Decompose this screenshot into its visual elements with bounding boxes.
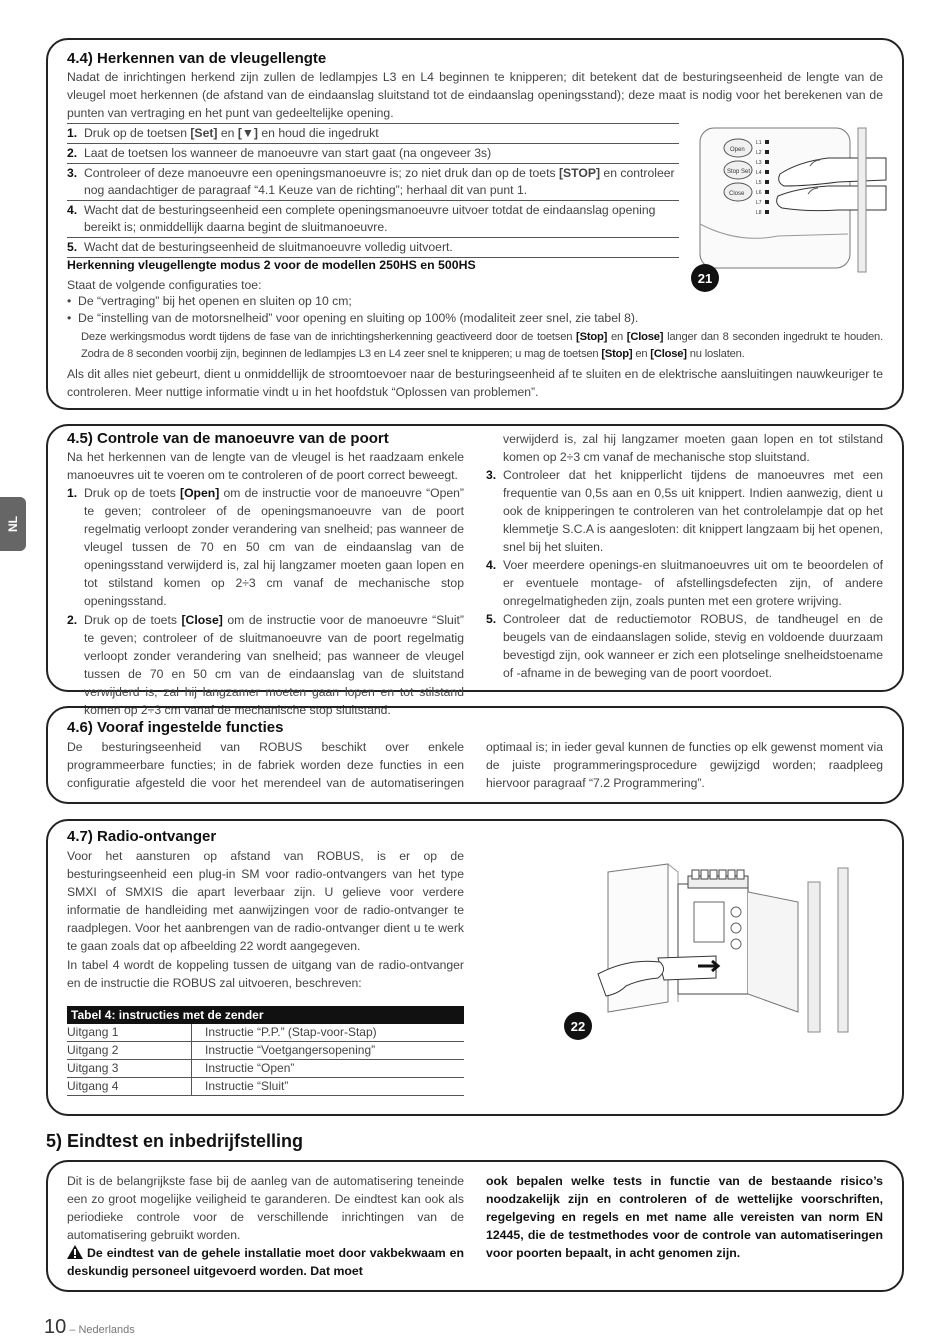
output-cell: Uitgang 2 bbox=[67, 1042, 192, 1060]
footer-language: – Nederlands bbox=[69, 1324, 135, 1336]
stop-set-button-label: Stop Set bbox=[727, 169, 751, 175]
steps-list bbox=[67, 123, 679, 258]
note-text: en bbox=[607, 331, 627, 343]
mode2-intro: Staat de volgende configuraties toe: bbox=[67, 278, 262, 292]
led-label: L4 bbox=[756, 170, 762, 176]
section-5-warning-right: ook bepalen welke tests in functie van de bestaande risico’s noodzakelijk zijn en controleren of de wettelijke voorschriften, regelgeving en regels en met name alle vereisten van norm EN 12445, die de testmethodes voor de controle van automatiseringen voor poorten bepaalt, in acht genomen zijn. bbox=[486, 1174, 883, 1260]
bullet-text: De “instelling van de motorsnelheid” voor opening en sluiting op 100% (modaliteit zeer snel, zie tabel 8). bbox=[78, 311, 639, 325]
led-label: L7 bbox=[756, 200, 762, 206]
mode2-title: Herkenning vleugellengte modus 2 voor de modellen 250HS en 500HS bbox=[67, 258, 476, 272]
command-cell: Instructie “P.P.” (Stap-voor-Stap) bbox=[192, 1024, 465, 1042]
step-number: 1. bbox=[67, 126, 78, 140]
section-5-warning-left bbox=[67, 1244, 464, 1280]
note-text: Deze werkingsmodus wordt tijdens de fase van de inrichtingsherkenning geactiveerd door de toetsen bbox=[81, 331, 577, 343]
led-label: L1 bbox=[756, 140, 762, 146]
step-text bbox=[84, 165, 679, 199]
output-cell: Uitgang 4 bbox=[67, 1078, 192, 1096]
key-close: [Close] bbox=[626, 331, 664, 343]
item-text-part: om de instructie voor de manoeuvre “Open” te geven; controleer of de openingsmanoeuvre van de poort regelmatig verloopt zonder verandering van snelheid; pas wanneer de vleugel tussen de 70 en 50 cm van de eindaanslag van de openingsstand verwijderd is, zal hij langzamer moeten gaan lopen en tot stilstand komen op 2÷3 cm vanaf de mechanische stop openingsstand. bbox=[84, 486, 464, 608]
item-number: 1. bbox=[67, 486, 78, 500]
note-text: en bbox=[632, 348, 651, 360]
led-label: L2 bbox=[756, 150, 762, 156]
language-tab bbox=[0, 497, 26, 551]
figure-22-badge: 22 bbox=[564, 1012, 592, 1040]
warning-icon bbox=[67, 1245, 83, 1259]
item-number: 4. bbox=[486, 558, 497, 572]
step-text-part: en bbox=[217, 126, 238, 140]
output-cell: Uitgang 1 bbox=[67, 1024, 192, 1042]
item-2-continuation: verwijderd is, zal hij langzamer moeten gaan lopen en tot stilstand komen op 2÷3 cm vanaf de mechanische stop sluitstand. bbox=[503, 432, 883, 464]
table-row bbox=[67, 1024, 464, 1042]
item-text bbox=[84, 484, 464, 610]
figure-21-control-panel bbox=[698, 124, 886, 274]
step-number: 2. bbox=[67, 146, 78, 160]
note-text: nu loslaten. bbox=[686, 348, 745, 360]
step-text-part: Druk op de toetsen bbox=[84, 126, 191, 140]
check-item-3 bbox=[486, 466, 883, 556]
mode2-bullet-1: • De “vertraging” bij het openen en sluiten op 10 cm; bbox=[67, 294, 352, 308]
key-stop: [STOP] bbox=[558, 166, 601, 180]
radio-receiver-module bbox=[658, 956, 716, 980]
led-label: L6 bbox=[756, 190, 762, 196]
figure-22-radio-receiver bbox=[598, 862, 886, 1036]
key-stop: [Stop] bbox=[576, 331, 608, 343]
mode2-bullet-2: • De “instelling van de motorsnelheid” voor opening en sluiting op 100% (modaliteit zeer snel, zie tabel 8). bbox=[67, 311, 639, 325]
step-text: Wacht dat de besturingseenheid de sluitmanoeuvre volledig uitvoert. bbox=[84, 240, 453, 254]
item-number: 2. bbox=[67, 613, 78, 627]
section-4-5-intro: Na het herkennen van de lengte van de vleugel is het raadzaam enkele manoeuvres uit te voeren om te controleren of de poort correct beweegt. bbox=[67, 450, 464, 482]
table-4 bbox=[67, 1006, 464, 1096]
section-4-4-outro: Als dit alles niet gebeurt, dient u onmiddellijk de stroomtoevoer naar de besturingseenheid af te sluiten en de elektrische aansluitingen nauwkeuriger te controleren. Meer nuttige informatie vindt u in het hoofdstuk “Oplossen van problemen”. bbox=[67, 367, 883, 399]
section-4-6-title: 4.6) Vooraf ingestelde functies bbox=[67, 719, 284, 736]
section-4-4-intro: Nadat de inrichtingen herkend zijn zullen de ledlampjes L3 en L4 beginnen te knipperen; dit betekent dat de besturingseenheid de lengte van de vleugel moet herkennen (de afstand van de eindaanslag sluitstand tot de eindaanslag openingsstand); deze maat is nodig voor het berekenen van de punten van vertraging en het punt van gedeeltelijke opening. bbox=[67, 70, 883, 120]
table-row bbox=[67, 1078, 464, 1096]
bullet-text: De “vertraging” bij het openen en sluiten op 10 cm; bbox=[78, 294, 352, 308]
section-5-text: Dit is de belangrijkste fase bij de aanleg van de automatisering teneinde een zo groot mogelijke veiligheid te garanderen. De eindtest kan ook als periodieke controle voor de verschillende inrichtingen van de automatisering gebruikt worden. bbox=[67, 1174, 464, 1242]
table-row bbox=[67, 1042, 464, 1060]
close-button-label: Close bbox=[729, 191, 745, 197]
step-text bbox=[84, 125, 379, 142]
table-row bbox=[67, 1060, 464, 1078]
item-text: Controleer dat de reductiemotor ROBUS, de tandheugel en de beugels van de eindaanslagen solide, stevig en voldoende duurzaam bevestigd zijn, ook wanneer er zich een plotselinge snelheidstoename of -afname in de beweging van de poort voordoet. bbox=[503, 612, 883, 680]
command-cell: Instructie “Open” bbox=[192, 1060, 465, 1078]
section-4-5-title: 4.5) Controle van de manoeuvre van de poort bbox=[67, 430, 389, 447]
command-cell: Instructie “Voetgangersopening” bbox=[192, 1042, 465, 1060]
figure-21-badge: 21 bbox=[691, 264, 719, 292]
step-text: Wacht dat de besturingseenheid een complete openingsmanoeuvre uitvoer totdat de eindaanslag opening bereikt is; onmiddellijk daarna begint de sluitmanoeuvre. bbox=[84, 203, 656, 234]
item-text: Controleer dat het knipperlicht tijdens de manoeuvres met een frequentie van 0,5s aan en 0,5s uit knippert. Indien aanwezig, dient u ook de knipperingen te controleren van het controlelampje dat op het klemmetje S.C.A is aangesloten: dit knippert langzaam bij het openen, snel bij het sluiten. bbox=[503, 468, 883, 554]
language-tab-label: NL bbox=[6, 516, 20, 532]
section-4-7-text-1: Voor het aansturen op afstand van ROBUS, is er op de besturingseenheid een plug-in SM voor radio-ontvangers van het type SMXI of SMXIS die apart leverbaar zijn. U gelieve voor verdere informatie de handleiding met aanwijzingen voor de radio-ontvanger te raadplegen. Voor het aanbrengen van de radio-ontvanger dient u te werk te gaan zoals dat op afbeelding 22 wordt aangegeven. bbox=[67, 849, 464, 953]
check-item-4 bbox=[486, 556, 883, 610]
check-item-2 bbox=[67, 611, 464, 719]
section-4-6-text: De besturingseenheid van ROBUS beschikt over enkele programmeerbare functies; in de fabriek worden deze functies in een configuratie afgesteld die voor het merendeel van de automatiseringen optimaal is; in ieder geval kunnen de functies op elk gewenst moment via de juiste programmeringsprocedure gewijzigd worden; raadpleeg hiervoor paragraaf “7.2 Programmering”. bbox=[67, 740, 883, 790]
mode2-note bbox=[81, 329, 883, 363]
led-label: L3 bbox=[756, 160, 762, 166]
item-number: 5. bbox=[486, 612, 497, 626]
step-number: 3. bbox=[67, 166, 78, 180]
item-text-part: Druk op de toets bbox=[84, 486, 181, 500]
led-label: L5 bbox=[756, 180, 762, 186]
key-close: [Close] bbox=[650, 348, 687, 360]
open-button-label: Open bbox=[730, 147, 745, 153]
step-1 bbox=[67, 123, 679, 144]
check-list-right bbox=[486, 430, 883, 682]
step-number: 4. bbox=[67, 203, 78, 217]
item-text bbox=[84, 611, 464, 719]
key-open: [Open] bbox=[180, 486, 220, 500]
step-text-part: Controleer of deze manoeuvre een openingsmanoeuvre is; zo niet druk dan op de toets bbox=[84, 166, 559, 180]
step-4 bbox=[67, 201, 679, 238]
item-text-part: Druk op de toets bbox=[84, 613, 182, 627]
table-4-title: Tabel 4: instructies met de zender bbox=[67, 1006, 464, 1024]
page-footer bbox=[44, 1316, 135, 1339]
step-5 bbox=[67, 238, 679, 258]
section-4-4-title: 4.4) Herkennen van de vleugellengte bbox=[67, 50, 327, 67]
key-close: [Close] bbox=[181, 613, 223, 627]
led-label: L8 bbox=[756, 210, 762, 216]
item-text-part: om de instructie voor de manoeuvre “Sluit” te geven; controleer of de sluitmanoeuvre van de poort regelmatig verloopt zonder verandering van snelheid; pas wanneer de vleugel tussen de 70 en 50 cm van de eindaanslag van de sluitstand verwijderd is, zal hij langzamer moeten gaan lopen en tot stilstand komen op 2÷3 cm vanaf de mechanische stop sluitstand. bbox=[84, 613, 464, 717]
key-set: [Set] bbox=[190, 126, 218, 140]
check-item-1 bbox=[67, 484, 464, 610]
command-cell: Instructie “Sluit” bbox=[192, 1078, 465, 1096]
warning-text: De eindtest van de gehele installatie moet door vakbekwaam en deskundig personeel uitgevoerd worden. Dat moet bbox=[67, 1246, 464, 1278]
note-text: langer dan 8 seconden ingedrukt te houden. Zodra de 8 seconden voorbij zijn, beginnen de ledlampjes L3 en L4 zeer snel te knipperen; u mag de toetsen bbox=[81, 331, 883, 360]
section-4-7-text-2: In tabel 4 wordt de koppeling tussen de uitgang van de radio-ontvanger en de instructie die ROBUS zal uitvoeren, beschreven: bbox=[67, 958, 464, 990]
step-text-part: en houd die ingedrukt bbox=[258, 126, 379, 140]
item-text: Voer meerdere openings-en sluitmanoeuvres uit om te beoordelen of er eventuele montage- of afstellingsdefecten zijn, of andere onregelmatigheden zijn, zoals punten met een grotere wrijving. bbox=[503, 558, 883, 608]
step-text: Laat de toetsen los wanneer de manoeuvre van start gaat (na ongeveer 3s) bbox=[84, 146, 492, 160]
page-number: 10 bbox=[44, 1316, 67, 1338]
check-list-left bbox=[67, 484, 464, 610]
section-4-7-title: 4.7) Radio-ontvanger bbox=[67, 828, 217, 845]
item-number: 3. bbox=[486, 468, 497, 482]
step-number: 5. bbox=[67, 240, 78, 254]
step-2 bbox=[67, 144, 679, 164]
key-stop: [Stop] bbox=[601, 348, 633, 360]
check-item-5 bbox=[486, 610, 883, 682]
section-5-title: 5) Eindtest en inbedrijfstelling bbox=[46, 1131, 304, 1151]
key-down: [▼] bbox=[237, 126, 258, 140]
step-3 bbox=[67, 164, 679, 201]
check-list-item2 bbox=[67, 611, 464, 717]
output-cell: Uitgang 3 bbox=[67, 1060, 192, 1078]
step-text-part: en controleer nog aandachtiger de paragraaf “4.1 Keuze van de richting”; herhaal dit van punt 1. bbox=[84, 166, 675, 197]
